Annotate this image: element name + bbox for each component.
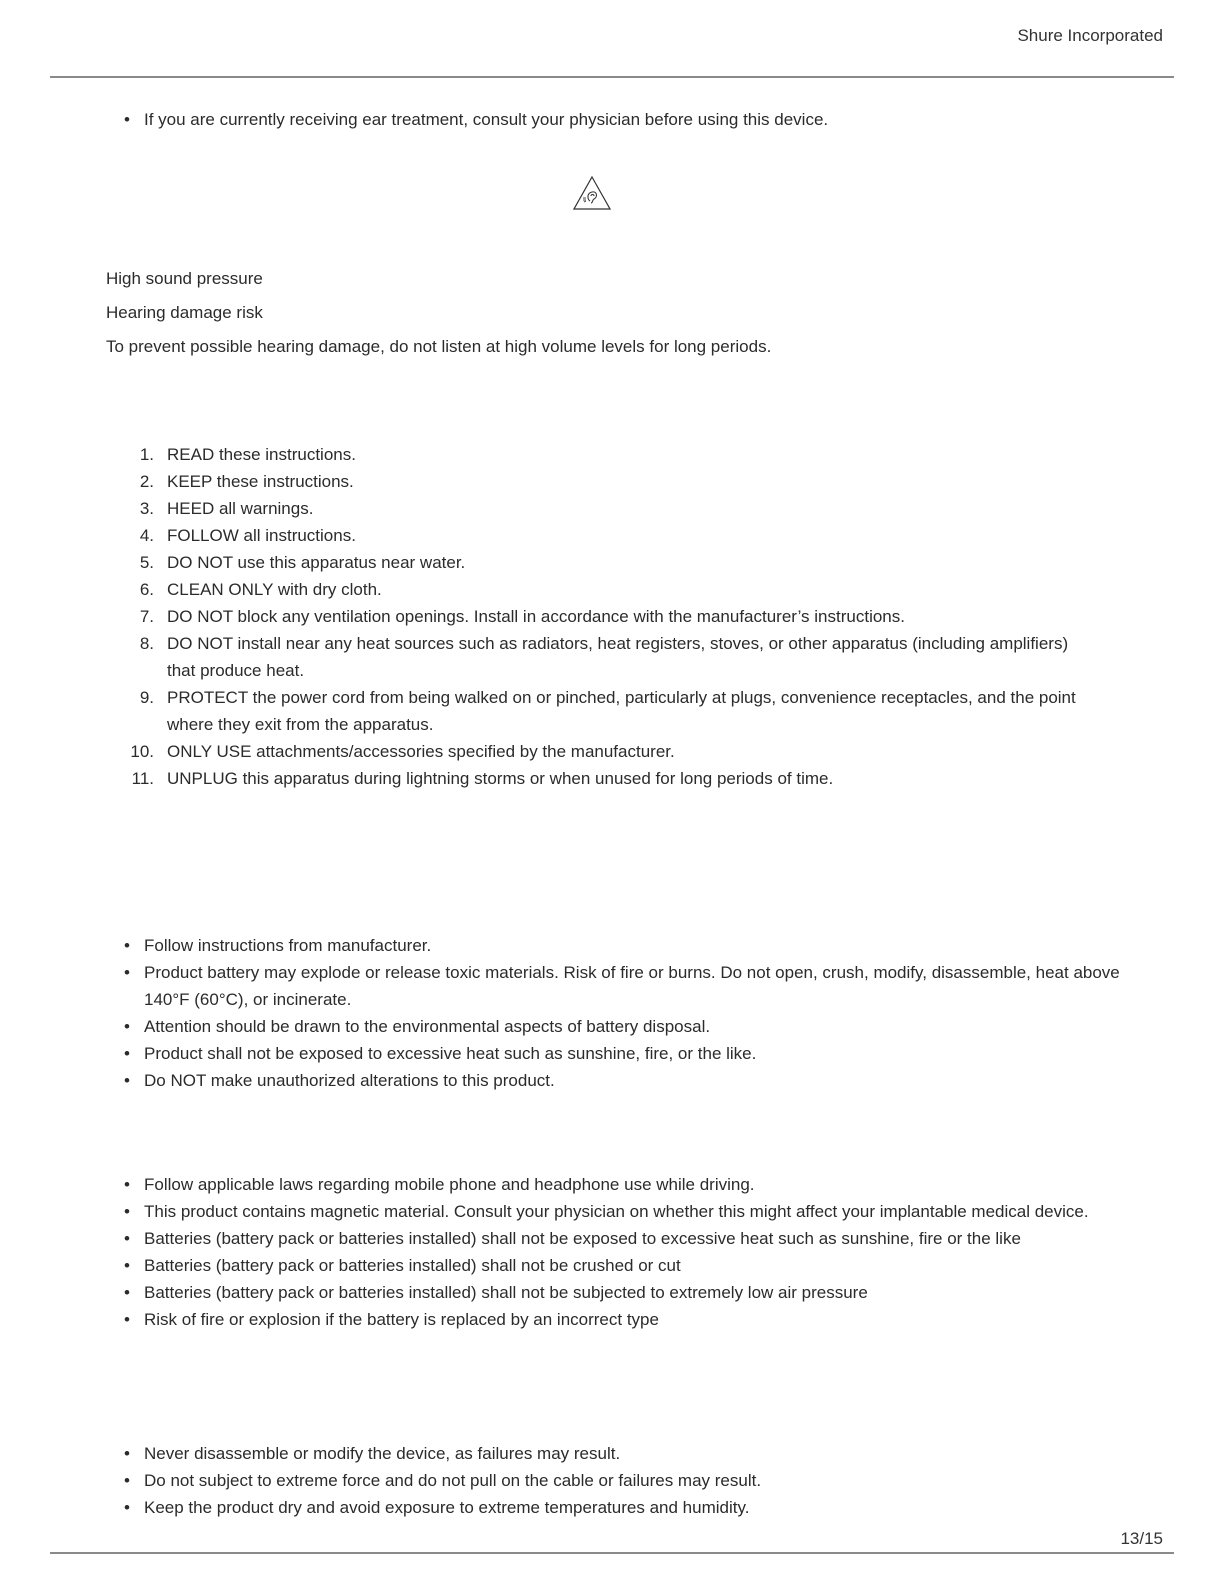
list-item: • Do NOT make unauthorized alterations to this product. [0,1067,1124,1094]
warning-subtitle: Hearing damage risk [106,303,263,322]
list-item: • Product shall not be exposed to excessive heat such as sunshine, fire, or the like. [0,1040,1124,1067]
list-item: • Follow instructions from manufacturer. [0,932,1124,959]
header-company-name: Shure Incorporated [1017,26,1163,45]
device-handling-list [0,1440,1124,1521]
list-item: 11. UNPLUG this apparatus during lightning storms or when unused for long periods of time. [131,769,834,788]
list-item: 8. DO NOT install near any heat sources such as radiators, heat registers, stoves, or other apparatus (including amplifiers) that produce heat. [139,634,1069,680]
list-item: 1. READ these instructions. [139,445,356,464]
list-item: • Batteries (battery pack or batteries installed) shall not be exposed to excessive heat such as sunshine, fire or the like [0,1225,1124,1252]
list-item: 6. CLEAN ONLY with dry cloth. [139,580,382,599]
list-item: • Batteries (battery pack or batteries installed) shall not be crushed or cut [0,1252,1124,1279]
safety-instructions-list [0,441,1087,792]
ear-treatment-list [0,106,1124,133]
hearing-damage-warning-icon [573,176,611,210]
warning-title: High sound pressure [106,269,263,288]
list-item: • Batteries (battery pack or batteries installed) shall not be subjected to extremely low air pressure [0,1279,1124,1306]
list-item: 5. DO NOT use this apparatus near water. [139,553,466,572]
list-item: 10. ONLY USE attachments/accessories specified by the manufacturer. [130,742,675,761]
list-item: • This product contains magnetic material. Consult your physician on whether this might affect your implantable medical device. [0,1198,1124,1225]
list-item: 2. KEEP these instructions. [139,472,354,491]
battery-warnings-list [0,932,1124,1094]
list-item: • If you are currently receiving ear treatment, consult your physician before using this device. [0,106,1124,133]
list-item: • Do not subject to extreme force and do not pull on the cable or failures may result. [0,1467,1124,1494]
footer-divider [50,1552,1174,1554]
header-divider [50,76,1174,78]
list-item: • Never disassemble or modify the device, as failures may result. [0,1440,1124,1467]
list-item: • Risk of fire or explosion if the battery is replaced by an incorrect type [0,1306,1124,1333]
list-item: 7. DO NOT block any ventilation openings. Install in accordance with the manufacturer’s instructions. [139,607,905,626]
warning-text: To prevent possible hearing damage, do not listen at high volume levels for long periods. [106,337,772,356]
list-item: 9. PROTECT the power cord from being walked on or pinched, particularly at plugs, convenience receptacles, and the point where they exit from the apparatus. [139,688,1076,734]
list-item: • Attention should be drawn to the environmental aspects of battery disposal. [0,1013,1124,1040]
list-item: • Follow applicable laws regarding mobile phone and headphone use while driving. [0,1171,1124,1198]
page-number: 13/15 [1120,1529,1163,1548]
list-item: • Keep the product dry and avoid exposure to extreme temperatures and humidity. [0,1494,1124,1521]
list-item: • Product battery may explode or release toxic materials. Risk of fire or burns. Do not open, crush, modify, disassemble, heat above 140°F (60°C), or incinerate. [0,959,1124,1013]
driving-magnetic-warnings-list [0,1171,1124,1333]
list-item: 3. HEED all warnings. [139,499,314,518]
list-item: 4. FOLLOW all instructions. [139,526,356,545]
